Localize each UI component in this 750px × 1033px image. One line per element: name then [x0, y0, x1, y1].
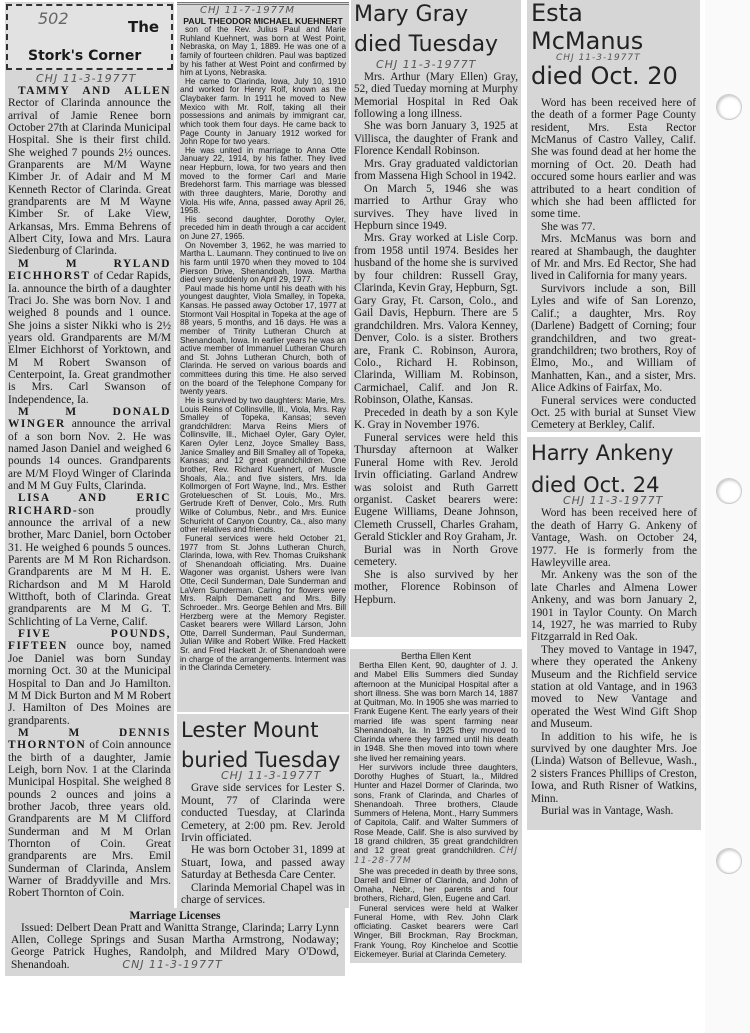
paragraph	[354, 407, 518, 432]
paragraph-text: Mrs. Gray worked at Lisle Corp. from 1958 until 1974. Besides her husband of the home she is survived by four children: Russell Gray, Clarinda, Kevin Gray, Hepburn, Sgt. Gary Gray, Ft. Carson, Colo., and Gail Davis, Hepburn. There are 5 grandchildren. Mrs. Valora Kenney, Denver, Colo. is a sister. Brothers are, Frank C. Robinson, Aurora, Colo., Richard H. Robinson, Clarinda, William M. Robinson, Carmichael, Calif. and Jon R. Robinson, Olathe, Kansas.	[354, 232, 518, 407]
paragraph	[354, 569, 518, 606]
birth-announcement	[8, 628, 171, 727]
headline-line-2: died Oct. 24	[531, 473, 660, 498]
announcement-lead: FIVE POUNDS, FIFTEEN	[8, 628, 171, 653]
paragraph	[531, 644, 697, 731]
paragraph-text: Funeral services were conducted Oct. 25 with burial at Sunset View Cemetery at Berkley, Calif.	[531, 394, 696, 432]
announcement-text: of Coin announce the birth of a daughter, Jamie Leigh, born Nov. 1 at the Clarinda Municipal Hospital. She weighed 8 pounds 2 ounces and joins a brother Jacob, three years old. Grandparents are M M Clifford Sunderman and M M Orlan Thornton of Coin. Great grandparents are Mrs. Emil Sunderman of Clarinda, Anslem Warner of Braddyville and Mrs. Robert Thornton of Coin.	[8, 739, 171, 900]
paragraph-text: In addition to his wife, he is survived by one daughter Mrs. Joe (Linda) Watson of Bellevue, Wash., 2 sisters Frances Phillips of Creston, Iowa, and Ruth Risner of Watkins, Minn.	[531, 730, 697, 805]
birth-announcements	[8, 85, 171, 900]
paragraph-text: On November 3, 1962, he was married to Martha L. Laumann. They continued to live on his farm until 1970 when they moved to 104 Pierson Drive, Shenandoah, Iowa. Martha died very suddenly on April 29, 1977.	[180, 240, 346, 285]
paragraph	[180, 216, 346, 242]
paragraph	[354, 71, 518, 121]
headline-line-1: Esta McManus	[531, 0, 644, 55]
birth-announcement	[8, 406, 171, 492]
paragraph	[180, 26, 346, 78]
obituary-body	[354, 661, 518, 959]
paragraph-text: Mrs. Arthur (Mary Ellen) Gray, 52, died Tueday morning at Murphy Memorial Hospital in Red Oak following a long illness.	[354, 70, 518, 120]
paragraph	[180, 535, 346, 673]
paragraph-text: Preceded in death by a son Kyle K. Gray in November 1976.	[354, 406, 518, 432]
birth-announcement	[8, 85, 171, 258]
paragraph-text: They moved to Vantage in 1947, where they operated the Ankeny Museum and the Richfield service station at old Vantage, and in 1963 moved to New Vantage and operated the West Wind Gift Shop and Museum.	[531, 643, 697, 731]
paragraph	[354, 232, 518, 406]
paragraph	[531, 507, 697, 569]
paragraph	[354, 867, 518, 904]
paragraph	[181, 782, 345, 844]
paragraph-text: son of the Rev. Julius Paul and Marie Ruhland Kuehnert, was born at West Point, Nebraska, on May 1, 1889. He was one of a family of fourteen children. Paul was baptized by his father at West Point and confirmed by him at Lyons, Nebraska.	[180, 25, 346, 78]
paragraph	[354, 158, 518, 183]
paragraph	[354, 432, 518, 544]
paragraph-text: She was born January 3, 1925 at Villisca, the daughter of Frank and Florence Kendall Robinson.	[354, 120, 518, 158]
paragraph	[354, 904, 518, 960]
section-title: Marriage Licenses	[129, 910, 221, 922]
paragraph	[180, 147, 346, 216]
paragraph	[181, 844, 345, 881]
paragraph-text: His second daughter, Dorothy Oyler, preceded him in death through a car accident on June 27, 1965.	[180, 214, 346, 241]
paragraph	[531, 221, 696, 233]
handwritten-note: CHJ 11-3-1977T	[556, 53, 641, 64]
paragraph	[354, 183, 518, 233]
clipping-esta-mcmanus	[527, 0, 700, 432]
paragraph	[354, 544, 518, 569]
handwritten-note: CHJ 11-28-77M	[354, 846, 518, 867]
handwritten-note: CHJ 11-3-1977T	[36, 72, 137, 85]
paragraph	[180, 78, 346, 147]
obituary-body	[531, 97, 696, 432]
paragraph-text: Paul made his home until his death with his youngest daughter, Viola Smalley, in Topeka, Kansas. He passed away October 17, 1977 at Stormont Vail Hospital in Topeka at the age of 88 years, 5 months, and 16 days. He was a member of Trinity Lutheran Church at Shenandoah, Iowa. In earlier years he was an active member of Immanuel Lutheran Church and St. Johns Lutheran Church, both of Clarinda. He served on various boards and committees during this time. He also served on the board of the Telephone Company for twenty years.	[180, 283, 346, 397]
headline-line-2: died Oct. 20	[531, 62, 678, 91]
paragraph	[531, 805, 697, 817]
announcement-text: announce the arrival of a son born Nov. 2. He was named Jason Daniel and weighed 6 pounds 14 ounces. Grandparents are M/M Floyd Winger of Clarinda and M M Guy Fults, Clarinda.	[8, 418, 171, 492]
paragraph-text: Grave side services for Lester S. Mount, 77 of Clarinda were conducted Tuesday, at Clarinda Cemetery, at 2:00 pm. Rev. Jerold Irvin officiated.	[181, 782, 345, 844]
obituary-body	[180, 26, 346, 673]
announcement-lead: M M DENNIS THORNTON	[8, 726, 171, 752]
paragraph-text: Mr. Ankeny was the son of the late Charles and Almena Lower Ankeny, and was born January 2, 1901 in Taylor County. On March 14, 1927, he was married to Ruby Fitzgarrald in Red Oak.	[531, 569, 697, 644]
paragraph-text: Survivors include a son, Bill Lyles and wife of San Lorenzo, Calif.; a daughter, Mrs. Roy (Darlene) Badgett of Corning; four grandchildren, and two great-grandchildren; two brothers, Roy of Elmo, Mo., and William of Manhatten, Kan., and a sister, Mrs. Alice Adkins of Fairfax, Mo.	[531, 282, 696, 395]
paragraph-text: Burial was in North Grove cemetery.	[354, 543, 518, 569]
paragraph	[180, 285, 346, 397]
paragraph	[354, 120, 518, 157]
paragraph	[531, 233, 696, 283]
handwritten-note: CHJ 11-3-1977T	[221, 769, 322, 783]
obituary-body	[181, 782, 345, 906]
birth-announcement	[8, 258, 171, 406]
headline-line-2: buried Tuesday	[181, 748, 341, 773]
clipping-bertha-kent	[350, 649, 522, 963]
paragraph-text: She was 77.	[541, 220, 596, 233]
paragraph-text: Bertha Ellen Kent, 90, daughter of J. J. and Mabel Ellis Summers died Sunday afternoon at the Municipal Hospital after a short illness. She was born March 14, 1887 at Quitman, Mo. In 1905 she was married to Frank Eugene Kent. The early years of their married life was spent farming near Shenandoah, Ia. In 1925 they moved to Clarinda where they farmed until his death in 1948. She then moved into town where she lived her remaining years.	[354, 660, 518, 763]
paragraph-text: Burial was in Vantage, Wash.	[541, 805, 674, 818]
paragraph-text: She was preceded in death by three sons, Darrell and Elmer of Clarinda, and John of Omaha, Nebr., her parents and four brothers, Richard, Glen, Eugene and Carl.	[354, 865, 518, 904]
announcement-lead: TAMMY AND ALLEN	[18, 85, 171, 97]
headline-line-1: Harry Ankeny	[531, 441, 674, 465]
announcement-text: Rector of Clarinda announce the arrival of Jamie Renee born October 27th at Clarinda Municipal Hospital. She is their first child. She weighed 7 pounds 2½ ounces. Granparents are M/M Wayne Kimber Jr. of Adair and M M Kenneth Rector of Clarinda. Great grandparents are M M Wayne Kimber Sr. of Lake View, Arkansas, Mrs. Emma Behrens of Albert City, Iowa and Mrs. Laura Siedenburg of Clarinda.	[8, 97, 171, 258]
announcement-lead: LISA AND ERIC RICHARD-	[8, 492, 171, 517]
headline-line-1: Lester Mount	[181, 718, 319, 742]
paragraph-text: He came to Clarinda, Iowa, July 10, 1910 and worked for Henry Rolf, known as the Claybaker farm. In 1911 he moved to New Mexico with Mr. Rolf, taking all their possessions and animals by immigrant car, which took them four days. He came back to Page County in January 1912 worked for John Rope for two years.	[180, 76, 346, 147]
paragraph	[354, 661, 518, 763]
clipping-storks-corner	[5, 2, 174, 908]
handwritten-note: CHJ 11-3-1977T	[563, 494, 664, 508]
paragraph-text: Word has been received here of the death of a former Page County resident, Mrs. Esta Rector McManus of Castro Valley, Calif. She was found dead at her home the morning of Oct. 20. Death had occured some hours earlier and was attributed to a heart condition of which she had been afflicted for some time.	[531, 96, 696, 221]
announcement-text: son proudly announce the arrival of a new brother, Marc Daniel, born October 31. He weighed 6 pounds 5 ounces. Parents are M M Ron Richardson. Grandparents are M M H. E. Richardson and M M Harold Witthoft, both of Clarinda. Great grandparents are M M G. T. Schlichting of La Verne, Calif.	[8, 504, 171, 628]
headline-line-1: Mary Gray	[354, 2, 469, 27]
scan-edge	[705, 0, 750, 1033]
announcement-lead: M M DONALD WINGER	[8, 405, 171, 431]
obituary-body	[531, 507, 697, 817]
announcement-text: of Cedar Rapids, Ia. announce the birth of a daughter Traci Jo. She was born Nov. 1 and weighed 8 pounds and 1 ounce. She joins a sister Nikki who is 2½ years old. Grandparents are M/M Elmer Eichhorst of Yorktown, and M M Robert Swanson of Centerpoint, Ia. Great grandmother is Mrs. Carl Swanson of Independence, Ia.	[8, 270, 171, 406]
paragraph-text: She is also survived by her mother, Florence Robinson of Hepburn.	[354, 568, 518, 606]
marriage-licenses-text	[11, 922, 339, 971]
paragraph-text: Funeral services were held October 21, 1977 from St. Johns Lutheran Church, Clarinda, Iowa, with Rev. Thomas Cruikshank of Shenandoah officiating. Mrs. Duaine Wagoner was organist. Ushers were Ivan Otte, Cecil Sunderman, Dale Sunderman and LaVern Sunderman. Caring for flowers were Mrs. Ralph Demanett and Mrs. Billy Schroeder.. Mrs. George Behlen and Mrs. Bill Herzberg were at the Memory Register. Casket bearers were Willard Larson, John Otte, Darrell Sunderman, Paul Sunderman, Julian Wilke and Robert Wilke. Fred Hackett Sr. and Fred Hackett Jr. of Shenandoah were in charge of the arrangements. Interment was in the Clarinda Cemetery.	[180, 533, 346, 673]
paragraph	[531, 395, 696, 432]
punch-hole	[716, 478, 742, 504]
paragraph	[181, 882, 345, 907]
birth-announcement	[8, 492, 171, 628]
paragraph-text: Funeral services were held this Thursday afternoon at Walker Funeral Home with Rev. Jerold Irvin officiating. Garland Andrew was soloist and Ruth Garrett organist. Casket bearers were: Eugene Williams, Deane Johnson, Clemeth Crussell, Charles Graham, Gerald Stickler and Roy Graham, Jr.	[354, 431, 518, 544]
clipping-harry-ankeny	[527, 437, 701, 830]
obituary-title: PAUL THEODOR MICHAEL KUEHNERT	[183, 16, 343, 26]
licenses-list: Issued: Delbert Dean Pratt and Wanitta Strange, Clarinda; Larry Lynn Allen, College Springs and Susan Martha Armstrong, Nodaway; George Patrick Hughes, Randolph, and Mildred Mary O'Dowd, Shenandoah.	[11, 922, 339, 971]
paragraph-text: He was born October 31, 1899 at Stuart, Iowa, and passed away Saturday at Bethesda Care Center.	[181, 844, 345, 882]
paragraph	[531, 569, 697, 643]
punch-hole	[716, 94, 742, 120]
handwritten-note: CHJ 11-3-1977T	[376, 57, 477, 71]
paragraph-text: He is survived by two daughters: Marie, Mrs. Louis Reins of Collinsville, Ill., Viola, Mrs. Ray Smalley of Topeka, Kansas; seven grandchildren: Marva Reins Miers of Collinsville, Ill., Michael Oyler, Gary Oyler, Karen Oyler Lenz, Joyce Smalley Bass, Janice Smalley and Bill Smalley all of Topeka, Kansas; and 12 great grandchildren. One brother, Rev. Richard Kuehnert, of Muscle Shoals, Ala.; and five sisters, Mrs. Ida Kollmorgen of Fort Wayne, Ind., Mrs. Esther Grotelueschen of St. Louis, Mo., Mrs. Gertrude Kreft of Denver, Colo., Mrs. Ruth Wilke of Columbus, Nebr., and Mrs. Eunice Schuricht of Canyon Country, Ca., also many other relatives and friends.	[180, 395, 346, 535]
paragraph-text: Mrs. McManus was born and reared at Shambaugh, the daughter of Mr. and Mrs. Ed Rector, She had lived in California for many years.	[531, 233, 696, 283]
paragraph	[531, 283, 696, 395]
paragraph	[531, 731, 697, 805]
clipping-mary-gray	[351, 0, 521, 637]
clipping-lester-mount	[177, 714, 349, 908]
announcement-lead: M M RYLAND EICHHORST	[8, 257, 171, 283]
header-title: Stork's Corner	[28, 48, 142, 64]
announcement-text: ounce boy, named Joe Daniel was born Sunday morning Oct. 30 at the Municipal Hospital to Dan and Jo Hamilton. M M Dick Burton and M M Robert J. Hamilton of Des Moines are grandparents.	[8, 640, 171, 727]
paragraph-text: Clarinda Memorial Chapel was in charge of services.	[181, 881, 345, 906]
paragraph	[180, 242, 346, 285]
headline-line-2: died Tuesday	[354, 32, 499, 58]
paragraph	[180, 397, 346, 535]
header-the: The	[128, 18, 160, 36]
paragraph-text: He was united in marriage to Anna Otte January 22, 1914, by his father. They lived near Hepburn, Iowa, for two years and then moved to the former Carl and Marie Bredehorst farm. This marriage was blessed with three daughters, Marie, Dorothy and Viola. His wife, Anna, passed away April 26, 1958.	[180, 145, 346, 216]
clipping-kuehnert-obituary	[177, 2, 349, 712]
clipping-marriage-licenses	[5, 908, 345, 976]
birth-announcement	[8, 727, 171, 900]
paragraph-text: Her survivors include three daughters, Dorothy Hughes of Stuart, Ia., Mildred Hunter and Hazel Dormer of Clarinda, two sons, Frank of Clarinda, and Charles of Shenandoah. Three brothers, Claude Summers of Helena, Mont., Harry Summers of Capitola, Calif. and Walter Summers of Rose Meade, Calif. She is also survived by 18 grand children, 35 great grandchildren and 12 great great grandchildren.	[354, 761, 518, 855]
paragraph-text: Word has been received here of the death of Harry G. Ankeny of Vantage, Wash. on October 24, 1977. He is formerly from the Hawleyville area.	[531, 507, 697, 569]
stork-logo-note: 502	[38, 9, 69, 28]
paragraph	[354, 763, 518, 867]
handwritten-note: CNJ 11-3-1977T	[122, 957, 223, 971]
storks-corner-header	[6, 4, 173, 70]
obituary-body	[354, 71, 518, 606]
paragraph-text: On March 5, 1946 she was married to Arthur Gray who survives. They have lived in Hepburn since 1949.	[354, 182, 518, 233]
paragraph	[531, 97, 696, 221]
obituary-title: Bertha Ellen Kent	[400, 651, 472, 661]
paragraph-text: Mrs. Gray graduated valdictorian from Massena High School in 1942.	[354, 157, 518, 183]
punch-hole	[716, 848, 742, 874]
paragraph-text: Funeral services were held at Walker Funeral Home, with Rev. John Clark officiating. Casket bearers were Carl Winger, Bill Brockman, Ray Brockman, Frank Young, Roy Kincheloe and Scottie Eickemeyer. Burial at Clarinda Cemetery.	[354, 902, 518, 959]
handwritten-note: CHJ 11-7-1977M	[200, 5, 296, 16]
